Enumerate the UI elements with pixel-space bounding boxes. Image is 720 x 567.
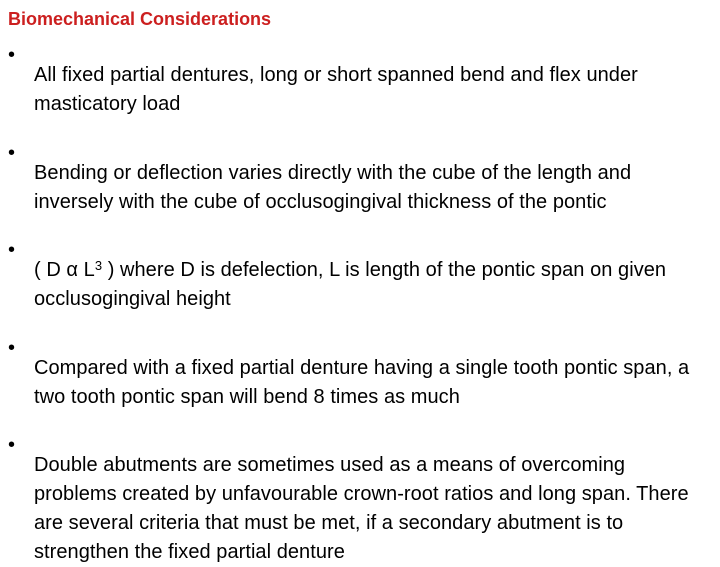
- formula-text: [34, 256, 708, 314]
- bullet-icon: •: [8, 239, 16, 261]
- bullet-icon: •: [8, 434, 16, 456]
- bullet-icon: •: [8, 337, 16, 359]
- formula-exponent: 3: [94, 258, 103, 273]
- bullet-text: Bending or deflection varies directly with the cube of the length and inversely with the cube of occlusogingival thickness of the pontic: [34, 162, 632, 213]
- formula-close: ) where D is defelection, L is length of the pontic span on given occlusogingival height: [34, 259, 667, 310]
- formula-open: ( D α L: [34, 259, 95, 281]
- bullet-text: All fixed partial dentures, long or short spanned bend and flex under masticatory load: [34, 64, 638, 115]
- bullet-text: Double abutments are sometimes used as a means of overcoming problems created by unfavourable crown-root ratios and long span. There are several criteria that must be met, if a secondary abutment is to strengthen the fixed partial denture: [34, 454, 689, 563]
- bullet-icon: •: [8, 44, 16, 66]
- bullet-icon: •: [8, 142, 16, 164]
- heading: Biomechanical Considerations: [8, 9, 272, 29]
- bullet-text: Compared with a fixed partial denture having a single tooth pontic span, a two tooth pontic span will bend 8 times as much: [34, 357, 690, 408]
